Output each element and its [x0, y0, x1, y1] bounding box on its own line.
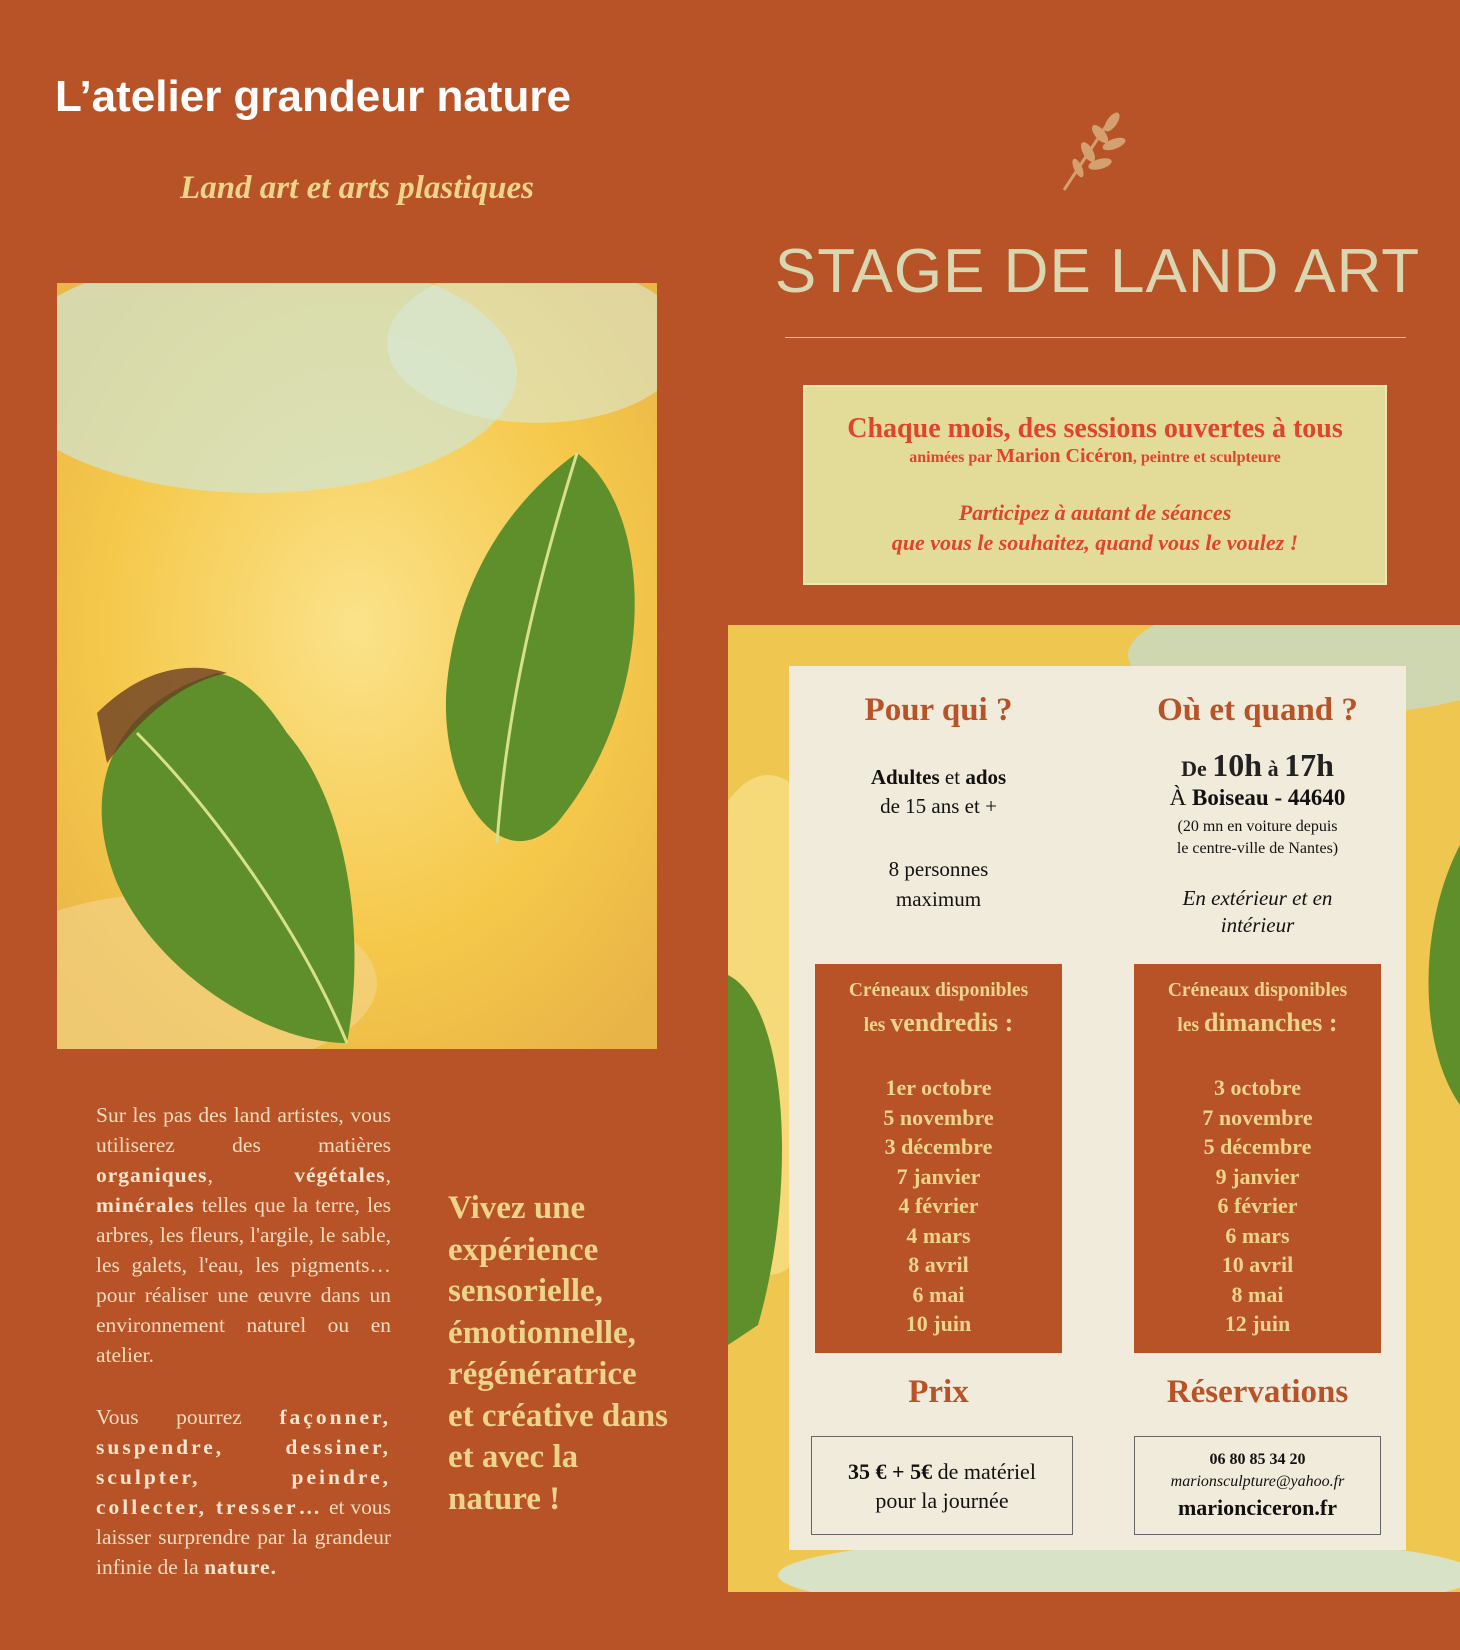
text: et [939, 765, 966, 789]
prix-heading: Prix [908, 1374, 969, 1410]
emphasis: organiques [96, 1163, 208, 1187]
dimanches-slots [1134, 964, 1381, 1353]
date: 3 décembre [884, 1134, 993, 1159]
pour-qui-heading: Pour qui ? [864, 692, 1013, 728]
tagline: Vivez une expérience sensorielle, émotionnelle, régénératrice et créative dans et avec la nature ! [448, 1190, 668, 1517]
text: animées par [909, 449, 997, 466]
text: de matériel [932, 1459, 1036, 1484]
text: Adultes [870, 765, 940, 789]
text: à [1262, 756, 1285, 781]
text: vendredis : [890, 1008, 1014, 1037]
date: 10 juin [905, 1311, 972, 1336]
date: 5 novembre [883, 1104, 994, 1130]
date: 3 octobre [1214, 1075, 1301, 1100]
reservations-heading: Réservations [1166, 1374, 1349, 1410]
date: 12 juin [1224, 1311, 1291, 1336]
highlight-line-2 [805, 445, 1385, 468]
end-time: 17h [1284, 747, 1334, 783]
date: 10 avril [1221, 1252, 1294, 1277]
emphasis: végétales [294, 1163, 386, 1187]
date: 7 janvier [896, 1163, 981, 1189]
email-link[interactable]: marionsculpture@yahoo.fr [1170, 1473, 1345, 1490]
date: 6 mars [1225, 1222, 1290, 1248]
text: 8 personnes [888, 857, 989, 881]
leaf-sprig-icon [1060, 112, 1126, 197]
date: 8 mai [1231, 1281, 1284, 1307]
intro-paragraph-1 [96, 1100, 391, 1370]
date: 6 mai [912, 1281, 965, 1307]
slots-label: Créneaux disponibles [848, 980, 1029, 1001]
text: Boiseau - 44640 [1192, 785, 1346, 810]
contact-box [1134, 1436, 1381, 1535]
leaf-painting [57, 283, 657, 1049]
stage-title: STAGE DE LAND ART [774, 237, 1421, 306]
text: pour la journée [875, 1488, 1009, 1513]
text: le centre-ville de Nantes) [1176, 840, 1339, 857]
hours [1134, 747, 1381, 784]
text: (20 mn en voiture depuis [1177, 818, 1338, 835]
emphasis: minérales [96, 1193, 195, 1217]
text: dimanches : [1203, 1008, 1338, 1037]
date: 9 janvier [1215, 1163, 1300, 1189]
date: 7 novembre [1202, 1104, 1313, 1130]
highlight-line-1: Chaque mois, des sessions ouvertes à tous [847, 413, 1343, 444]
slots-day [1134, 1006, 1381, 1043]
highlight-line-3: Participez à autant de séances [958, 500, 1232, 525]
date: 6 février [1217, 1193, 1298, 1218]
intro-text [96, 1100, 391, 1582]
price-box [811, 1436, 1073, 1535]
text: , peintre et sculpteure [1132, 449, 1281, 466]
text: De [1181, 756, 1213, 781]
text: À [1169, 785, 1193, 810]
setting: En extérieur et en intérieur [1182, 886, 1333, 937]
text: telles que la terre, les arbres, les fleurs, l'argile, le sable, les galets, l'eau, les pigments… pour réaliser une œuvre dans un environnement naturel ou en atelier. [96, 1193, 391, 1367]
date-list [1134, 1073, 1381, 1339]
subtitle: Land art et arts plastiques [180, 170, 534, 206]
capacity [815, 854, 1062, 914]
location [1134, 784, 1381, 812]
text: , [207, 1163, 295, 1187]
slots-day [815, 1006, 1062, 1043]
vendredis-slots [815, 964, 1062, 1353]
ou-quand-section [1134, 692, 1381, 939]
website-link[interactable]: marionciceron.fr [1177, 1495, 1338, 1520]
highlight-box [803, 385, 1387, 585]
age: de 15 ans et + [880, 794, 997, 818]
pour-qui-section [815, 692, 1062, 914]
text: maximum [895, 887, 982, 911]
emphasis: façonner, suspendre, dessiner, sculpter, peindre, collecter, tresser… [96, 1405, 391, 1519]
highlight-line-4: que vous le souhaitez, quand vous le voulez ! [891, 530, 1299, 555]
slots-label: Créneaux disponibles [1167, 980, 1348, 1001]
travel-note [1134, 816, 1381, 860]
text: ados [965, 765, 1007, 789]
artist-name: Marion Cicéron [996, 445, 1133, 467]
date: 4 mars [906, 1222, 971, 1248]
date: 4 février [898, 1193, 979, 1218]
intro-paragraph-2 [96, 1402, 391, 1582]
start-time: 10h [1212, 747, 1263, 783]
date: 8 avril [908, 1252, 969, 1277]
price: 35 € + 5€ [848, 1459, 933, 1484]
text: , [385, 1163, 391, 1187]
date-list [815, 1073, 1062, 1339]
text: Sur les pas des land artistes, vous utiliserez des matières [96, 1103, 391, 1157]
page-title: L’atelier grandeur nature [55, 72, 571, 121]
ou-quand-heading: Où et quand ? [1157, 692, 1358, 728]
divider [785, 337, 1406, 338]
text: les [1177, 1015, 1204, 1036]
text: Vous pourrez [96, 1405, 280, 1429]
text: et vous laisser surprendre par la grandeur infinie de la [96, 1495, 391, 1579]
date: 5 décembre [1203, 1134, 1312, 1159]
phone[interactable]: 06 80 85 34 20 [1209, 1451, 1306, 1468]
audience [815, 763, 1062, 821]
date: 1er octobre [885, 1075, 992, 1100]
emphasis: nature. [204, 1555, 277, 1579]
text: les [863, 1015, 891, 1036]
